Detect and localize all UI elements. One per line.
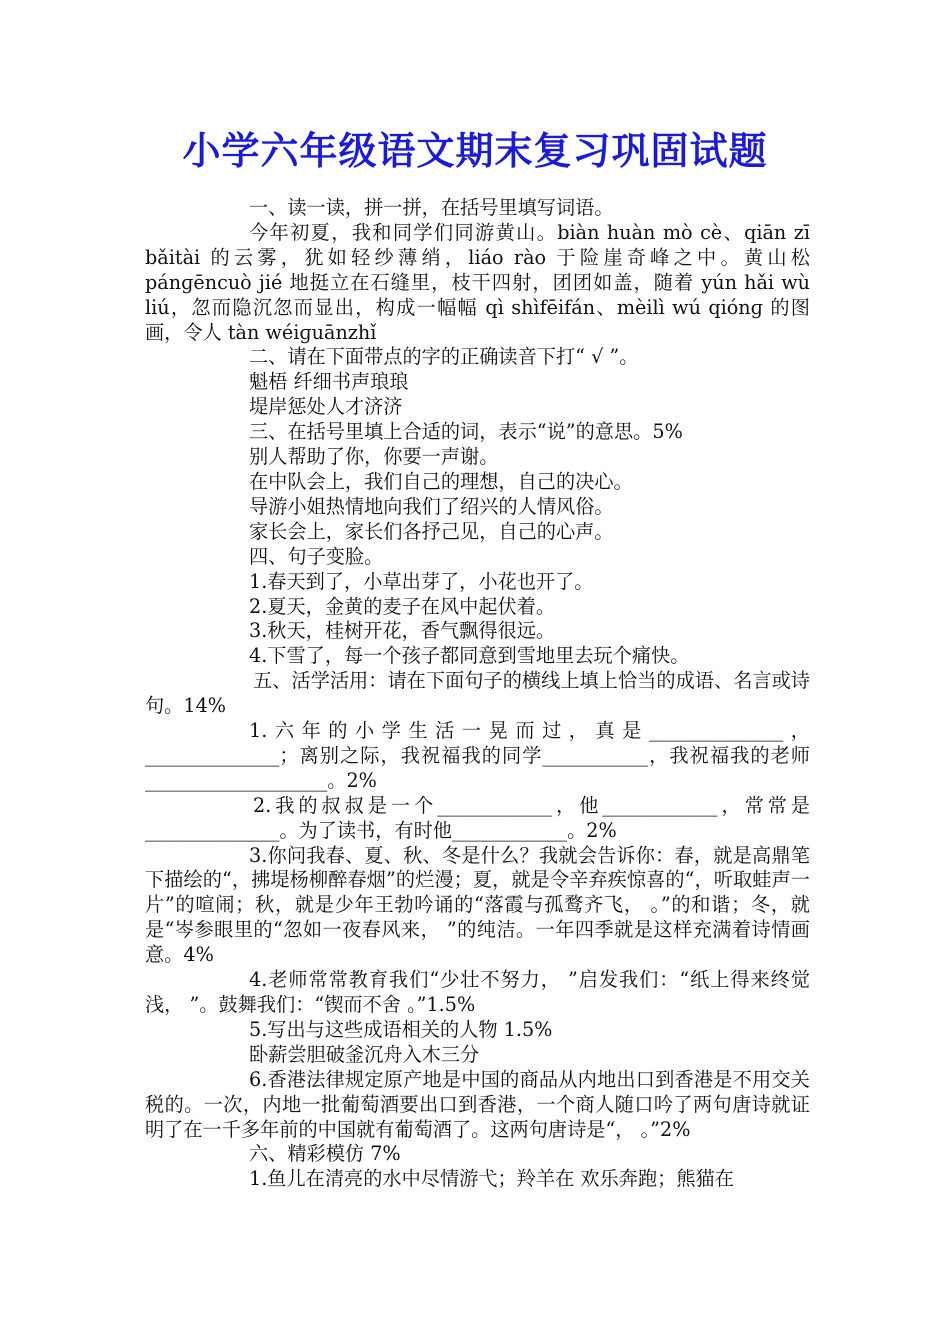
body-paragraph: 导游小姐热情地向我们了绍兴的人情风俗。: [249, 494, 614, 518]
body-paragraph: 别人帮助了你，你要一声谢。: [249, 445, 499, 469]
body-paragraph: 五、活学活用：请在下面句子的横线上填上恰当的成语、名言或诗句。14%: [145, 669, 810, 718]
body-paragraph: 1.春天到了，小草出芽了，小花也开了。: [249, 569, 594, 593]
body-paragraph: 4.下雪了，每一个孩子都同意到雪地里去玩个痛快。: [249, 644, 690, 668]
body-paragraph: 1.六年的小学生活一晃而过，真是______________，______________；离别之际，我祝福我的同学___________，我祝福我的老师___________________。2%: [145, 719, 810, 792]
body-paragraph: 3.秋天，桂树开花，香气飘得很远。: [249, 619, 556, 643]
body-paragraph: 卧薪尝胆破釜沉舟入木三分: [249, 1042, 480, 1066]
body-paragraph: 1.鱼儿在清亮的水中尽情游弋；羚羊在 欢乐奔跑；熊猫在: [249, 1167, 734, 1191]
body-paragraph: 四、句子变脸。: [249, 544, 384, 568]
body-paragraph: 魁梧 纤细书声琅琅: [249, 370, 409, 394]
body-paragraph: 二、请在下面带点的字的正确读音下打“ √ ”。: [249, 345, 639, 369]
body-paragraph: 今年初夏，我和同学们同游黄山。biàn huàn mò cè、qiān zī bǎitài 的云雾，犹如轻纱薄绡，liáo rào 于险崖奇峰之中。黄山松pánɡēncuò jié 地挺立在石缝里，枝干四射，团团如盖，随着 yún hǎi wù liú，忽而隐沉忽而显出，构成一幅幅 qì shìfēifán、mèilì wú qiónɡ 的图画，令人 tàn wéiɡuānzhǐ: [145, 220, 810, 344]
body-paragraph: 3.你问我春、夏、秋、冬是什么？我就会告诉你：春，就是高鼎笔下描绘的“，拂堤杨柳醉春烟”的烂漫；夏，就是令辛弃疾惊喜的“，听取蛙声一片”的喧闹；秋，就是少年王勃吟诵的“落霞与孤鹜齐飞， 。”的和谐；冬，就是“岑参眼里的“忽如一夜春风来， ”的纯洁。一年四季就是这样充满着诗情画意。4%: [145, 843, 810, 967]
document-title: 小学六年级语文期末复习巩固试题: [182, 129, 768, 173]
body-paragraph: 堤岸惩处人才济济: [249, 395, 403, 419]
body-paragraph: 2.夏天，金黄的麦子在风中起伏着。: [249, 594, 556, 618]
body-paragraph: 六、精彩模仿 7%: [249, 1142, 401, 1166]
body-paragraph: 家长会上，家长们各抒己见，自己的心声。: [249, 519, 614, 543]
document-body: [145, 196, 810, 1192]
body-paragraph: 一、读一读，拼一拼，在括号里填写词语。: [249, 196, 614, 219]
body-paragraph: 5.写出与这些成语相关的人物 1.5%: [249, 1017, 553, 1041]
body-paragraph: 三、在括号里填上合适的词，表示“说”的意思。5%: [249, 420, 683, 444]
body-paragraph: 2.我的叔叔是一个____________，他____________，常常是______________。为了读书，有时他____________。2%: [145, 793, 810, 842]
body-paragraph: 在中队会上，我们自己的理想，自己的决心。: [249, 469, 633, 493]
body-paragraph: 4.老师常常教育我们“少壮不努力， ”启发我们：“纸上得来终觉浅， ”。鼓舞我们：“锲而不舍 。”1.5%: [145, 968, 810, 1016]
body-paragraph: 6.香港法律规定原产地是中国的商品从内地出口到香港是不用交关税的。一次，内地一批葡萄酒要出口到香港，一个商人随口吟了两句唐诗就证明了在一千多年前的中国就有葡萄酒了。这两句唐诗是“， 。”2%: [145, 1067, 810, 1141]
